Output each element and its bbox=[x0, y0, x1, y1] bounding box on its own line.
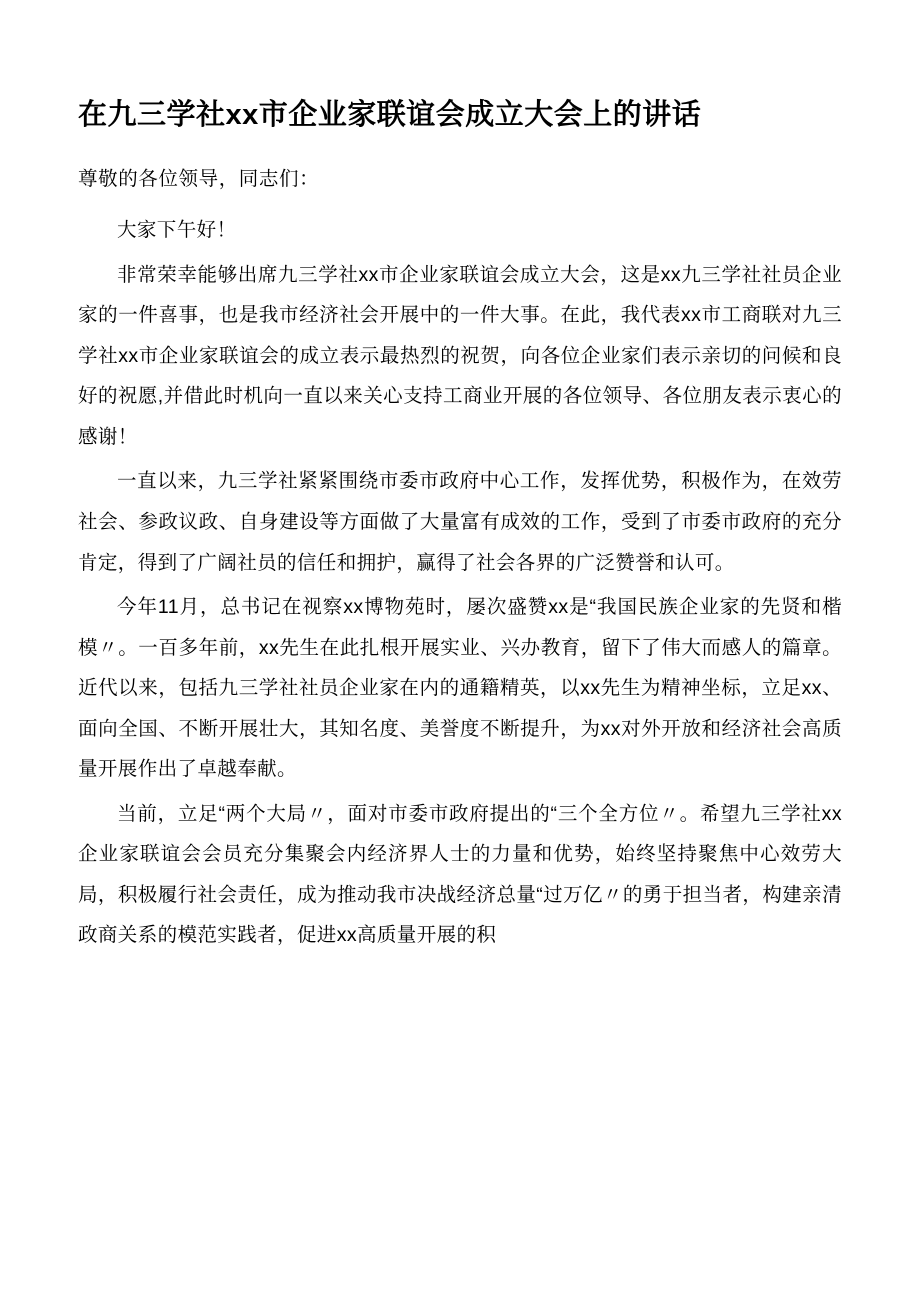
paragraph-greeting: 大家下午好！ bbox=[117, 219, 237, 242]
salutation-line: 尊敬的各位领导，同志们： bbox=[78, 168, 320, 191]
paragraph-body-2: 一直以来，九三学社紧紧围绕市委市政府中心工作，发挥优势，积极作为，在效劳社会、参政议政、自身建设等方面做了大量富有成效的工作，受到了市委市政府的充分肯定，得到了广阔社员的信任和拥护，赢得了社会各界的广泛赞誉和认可。 bbox=[78, 470, 842, 574]
paragraph-body-3: 今年11月，总书记在视察xx博物苑时，屡次盛赞xx是“我国民族企业家的先贤和楷模〃。一百多年前，xx先生在此扎根开展实业、兴办教育，留下了伟大而感人的篇章。近代以来，包括九三学社社员企业家在内的通籍精英，以xx先生为精神坐标，立足xx、面向全国、不断开展壮大，其知名度、美誉度不断提升，为xx对外开放和经济社会高质量开展作出了卓越奉献。 bbox=[78, 596, 842, 781]
page-title: 在九三学社xx市企业家联谊会成立大会上的讲话 bbox=[78, 99, 702, 131]
paragraph-body-1: 非常荣幸能够出席九三学社xx市企业家联谊会成立大会，这是xx九三学社社员企业家的一件喜事，也是我市经济社会开展中的一件大事。在此，我代表xx市工商联对九三学社xx市企业家联谊会的成立表示最热烈的祝贺，向各位企业家们表示亲切的问候和良好的祝愿,并借此时机向一直以来关心支持工商业开展的各位领导、各位朋友表示衷心的感谢！ bbox=[78, 263, 842, 448]
paragraph-body-4: 当前，立足“两个大局〃，面对市委市政府提出的“三个全方位〃。希望九三学社xx企业家联谊会会员充分集聚会内经济界人士的力量和优势，始终坚持聚焦中心效劳大局，积极履行社会责任，成为推动我市决战经济总量“过万亿〃的勇于担当者，构建亲清政商关系的模范实践者，促进xx高质量开展的积 bbox=[78, 802, 842, 947]
